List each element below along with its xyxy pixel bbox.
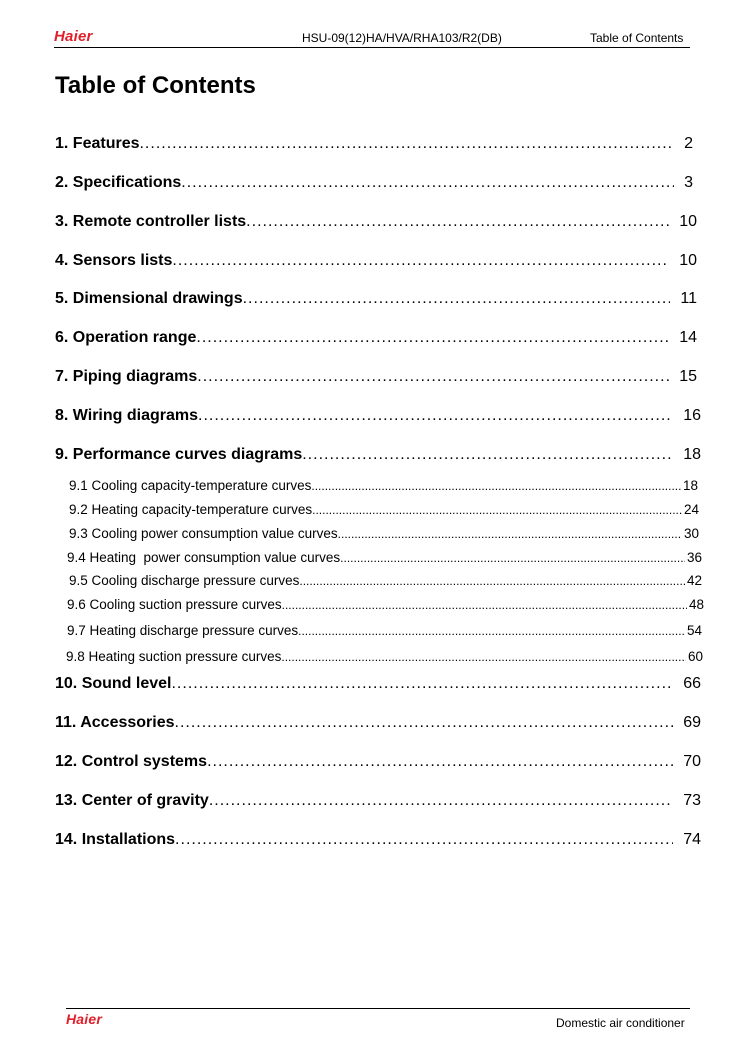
header-rule bbox=[54, 47, 690, 48]
toc-entry-page: 30 bbox=[683, 526, 699, 541]
toc-entry-label: 4. Sensors lists bbox=[55, 252, 173, 269]
toc-entry[interactable] bbox=[55, 174, 693, 196]
toc-leader-dots bbox=[281, 650, 686, 664]
toc-entry[interactable] bbox=[69, 526, 699, 544]
toc-entry-page: 36 bbox=[686, 550, 702, 565]
toc-entry[interactable] bbox=[55, 135, 693, 157]
toc-entry[interactable] bbox=[55, 714, 701, 736]
toc-leader-dots bbox=[171, 675, 673, 693]
toc-entry-page: 2 bbox=[684, 135, 693, 152]
toc-entry[interactable] bbox=[55, 252, 697, 274]
toc-leader-dots bbox=[338, 527, 682, 541]
toc-entry-label: 9.3 Cooling power consumption value curves bbox=[69, 526, 338, 541]
toc-entry[interactable] bbox=[55, 753, 701, 775]
toc-entry-label: 9.7 Heating discharge pressure curves bbox=[67, 623, 299, 638]
toc-leader-dots bbox=[172, 252, 669, 270]
footer-logo: Haier bbox=[66, 1011, 103, 1027]
toc-entry-page: 60 bbox=[687, 649, 703, 664]
toc-entry[interactable] bbox=[69, 502, 699, 520]
toc-leader-dots bbox=[312, 503, 682, 517]
toc-entry-label: 14. Installations bbox=[55, 831, 176, 848]
toc-entry-page: 66 bbox=[683, 675, 701, 692]
toc-entry-page: 48 bbox=[688, 597, 704, 612]
toc-leader-dots bbox=[197, 368, 669, 386]
toc-leader-dots bbox=[302, 446, 673, 464]
toc-entry-page: 14 bbox=[679, 329, 697, 346]
toc-entry[interactable] bbox=[55, 792, 701, 814]
toc-entry-page: 3 bbox=[684, 174, 693, 191]
toc-entry[interactable] bbox=[66, 649, 703, 667]
toc-entry[interactable] bbox=[55, 675, 701, 697]
toc-entry-label: 11. Accessories bbox=[55, 714, 175, 731]
toc-entry[interactable] bbox=[55, 329, 697, 351]
toc-entry[interactable] bbox=[67, 597, 704, 615]
toc-leader-dots bbox=[340, 551, 685, 565]
toc-entry-page: 24 bbox=[683, 502, 699, 517]
toc-entry-label: 8. Wiring diagrams bbox=[55, 407, 198, 424]
toc-entry-page: 11 bbox=[680, 290, 697, 307]
toc-entry-label: 9.4 Heating power consumption value curves bbox=[67, 550, 341, 565]
toc-entry-page: 69 bbox=[683, 714, 701, 731]
page-title: Table of Contents bbox=[55, 72, 256, 99]
header-model: HSU-09(12)HA/HVA/RHA103/R2(DB) bbox=[302, 31, 502, 45]
toc-entry[interactable] bbox=[69, 573, 702, 591]
toc-entry[interactable] bbox=[55, 446, 701, 468]
toc-leader-dots bbox=[196, 329, 669, 347]
toc-leader-dots bbox=[246, 213, 669, 231]
toc-entry-page: 15 bbox=[679, 368, 697, 385]
toc-entry-label: 1. Features bbox=[55, 135, 140, 152]
toc-entry-label: 9. Performance curves diagrams bbox=[55, 446, 303, 463]
header-section: Table of Contents bbox=[590, 31, 684, 45]
toc-leader-dots bbox=[181, 174, 674, 192]
toc-leader-dots bbox=[282, 598, 687, 612]
toc-entry[interactable] bbox=[55, 407, 701, 429]
toc-entry-label: 13. Center of gravity bbox=[55, 792, 209, 809]
toc-leader-dots bbox=[175, 714, 674, 732]
footer-text: Domestic air conditioner bbox=[556, 1016, 685, 1030]
toc-entry-label: 9.5 Cooling discharge pressure curves bbox=[69, 573, 300, 588]
toc-leader-dots bbox=[243, 290, 671, 308]
toc-entry-label: 10. Sound level bbox=[55, 675, 172, 692]
toc-entry-page: 18 bbox=[683, 446, 701, 463]
toc-entry[interactable] bbox=[69, 478, 698, 496]
toc-entry-label: 9.6 Cooling suction pressure curves bbox=[67, 597, 282, 612]
toc-entry[interactable] bbox=[55, 368, 697, 390]
toc-entry-label: 3. Remote controller lists bbox=[55, 213, 247, 230]
toc-entry-label: 2. Specifications bbox=[55, 174, 182, 191]
toc-entry[interactable] bbox=[67, 550, 702, 568]
toc-entry-label: 7. Piping diagrams bbox=[55, 368, 198, 385]
toc-entry-page: 18 bbox=[682, 478, 698, 493]
footer-rule bbox=[66, 1008, 690, 1009]
toc-leader-dots bbox=[311, 479, 681, 493]
toc-entry-label: 9.2 Heating capacity-temperature curves bbox=[69, 502, 313, 517]
toc-entry-label: 5. Dimensional drawings bbox=[55, 290, 243, 307]
toc-entry-page: 54 bbox=[686, 623, 702, 638]
toc-entry-page: 74 bbox=[683, 831, 701, 848]
header-logo: Haier bbox=[54, 28, 93, 45]
toc-leader-dots bbox=[198, 407, 673, 425]
toc-entry-page: 42 bbox=[686, 573, 702, 588]
toc-entry-label: 6. Operation range bbox=[55, 329, 197, 346]
toc-entry-label: 12. Control systems bbox=[55, 753, 208, 770]
toc-entry[interactable] bbox=[55, 831, 701, 853]
toc-entry-page: 70 bbox=[683, 753, 701, 770]
toc-leader-dots bbox=[299, 574, 685, 588]
toc-leader-dots bbox=[139, 135, 674, 153]
toc-entry-page: 10 bbox=[679, 213, 697, 230]
toc-leader-dots bbox=[207, 753, 673, 771]
toc-entry-label: 9.8 Heating suction pressure curves bbox=[66, 649, 282, 664]
toc-entry[interactable] bbox=[55, 213, 697, 235]
toc-leader-dots bbox=[175, 831, 673, 849]
toc-entry-label: 9.1 Cooling capacity-temperature curves bbox=[69, 478, 312, 493]
toc-entry-page: 10 bbox=[679, 252, 697, 269]
toc-entry-page: 16 bbox=[683, 407, 701, 424]
toc-leader-dots bbox=[298, 624, 685, 638]
toc-entry[interactable] bbox=[55, 290, 697, 312]
toc-leader-dots bbox=[209, 792, 673, 810]
toc-entry-page: 73 bbox=[683, 792, 701, 809]
toc-entry[interactable] bbox=[67, 623, 702, 641]
